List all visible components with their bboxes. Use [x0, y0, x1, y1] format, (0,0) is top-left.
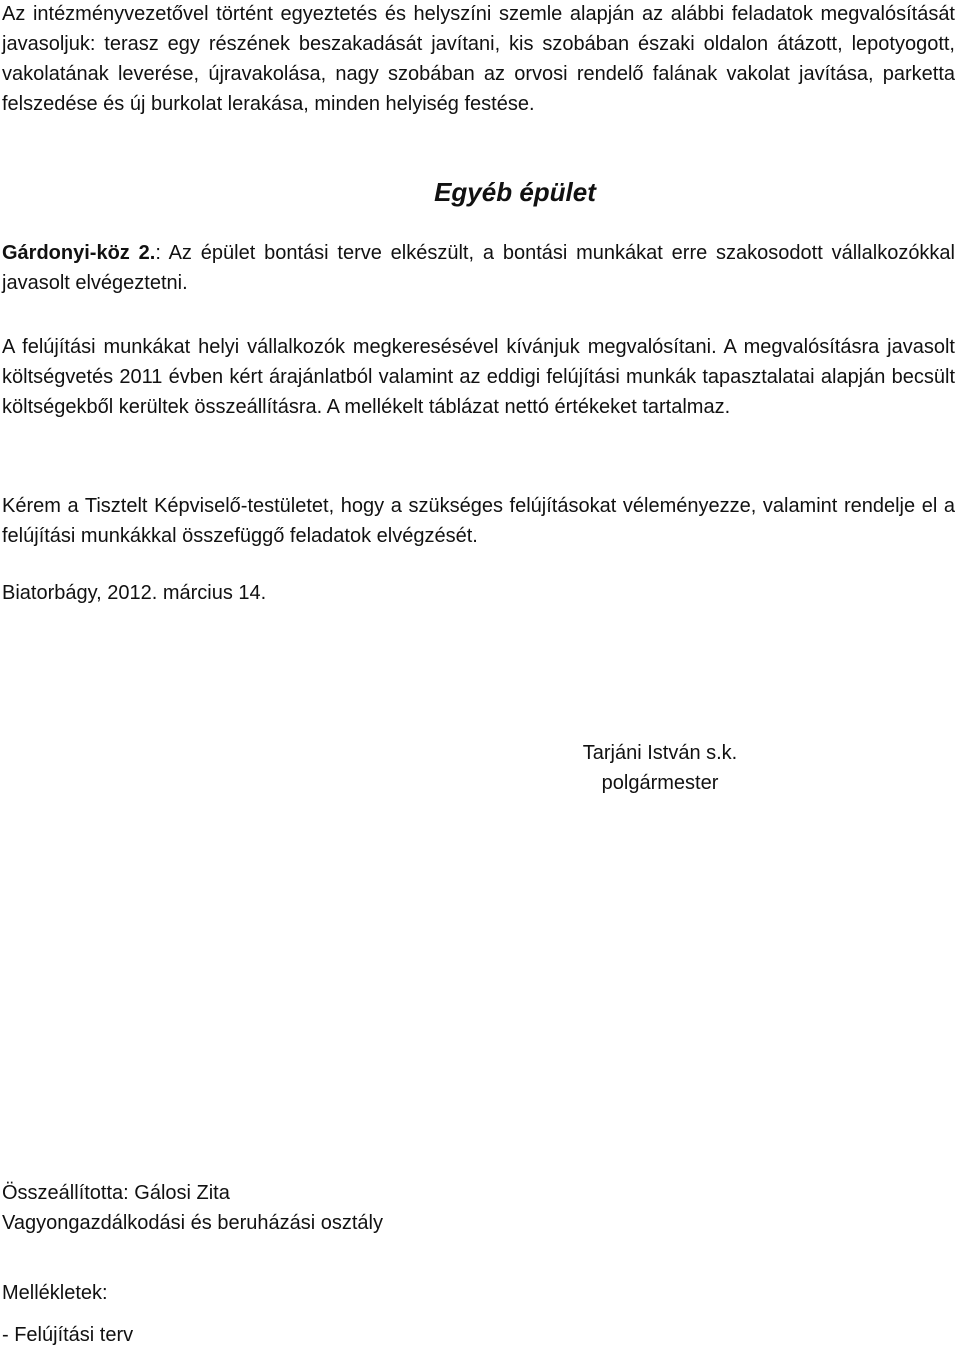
intro-paragraph: Az intézményvezetővel történt egyeztetés és helyszíni szemle alapján az alábbi feladatok megvalósítását javasoljuk: terasz egy részének beszakadását javítani, kis szobában északi oldalon átázott, lepotyogott, vakolatának leverése, újravakolása, nagy szobában az orvosi rendelő falának vakolat javítása, parketta felszedése és új burkolat lerakása, minden helyiség festése. — [2, 3, 955, 115]
attachment-item: - Felújítási terv — [2, 1324, 134, 1346]
attachments-label: Mellékletek: — [2, 1282, 108, 1304]
place-date: Biatorbágy, 2012. március 14. — [2, 582, 267, 604]
costs-paragraph: A felújítási munkákat helyi vállalkozók megkeresésével kívánjuk megvalósítani. A megvalósításra javasolt költségvetés 2011 évben kért árajánlatból valamint az eddigi felújítási munkák tapasztalatai alapján becsült költségekből kerültek összeállításra. A mellékelt táblázat nettó értékeket tartalmaz. — [2, 336, 955, 418]
signatory-name: Tarjáni István s.k. — [582, 742, 738, 764]
signatory-role: polgármester — [601, 772, 719, 794]
building-text: : Az épület bontási terve elkészült, a bontási munkákat erre szakosodott vállalkozókkal javasolt elvégeztetni. — [2, 242, 956, 294]
department: Vagyongazdálkodási és beruházási osztály — [2, 1212, 383, 1234]
building-name: Gárdonyi-köz 2. — [2, 242, 156, 264]
compiled-by: Összeállította: Gálosi Zita — [2, 1182, 230, 1204]
request-paragraph: Kérem a Tisztelt Képviselő-testületet, hogy a szükséges felújításokat véleményezze, valamint rendelje el a felújítási munkákkal összefüggő feladatok elvégzését. — [2, 495, 955, 547]
building-paragraph — [2, 238, 955, 298]
section-title: Egyéb épület — [434, 177, 596, 207]
